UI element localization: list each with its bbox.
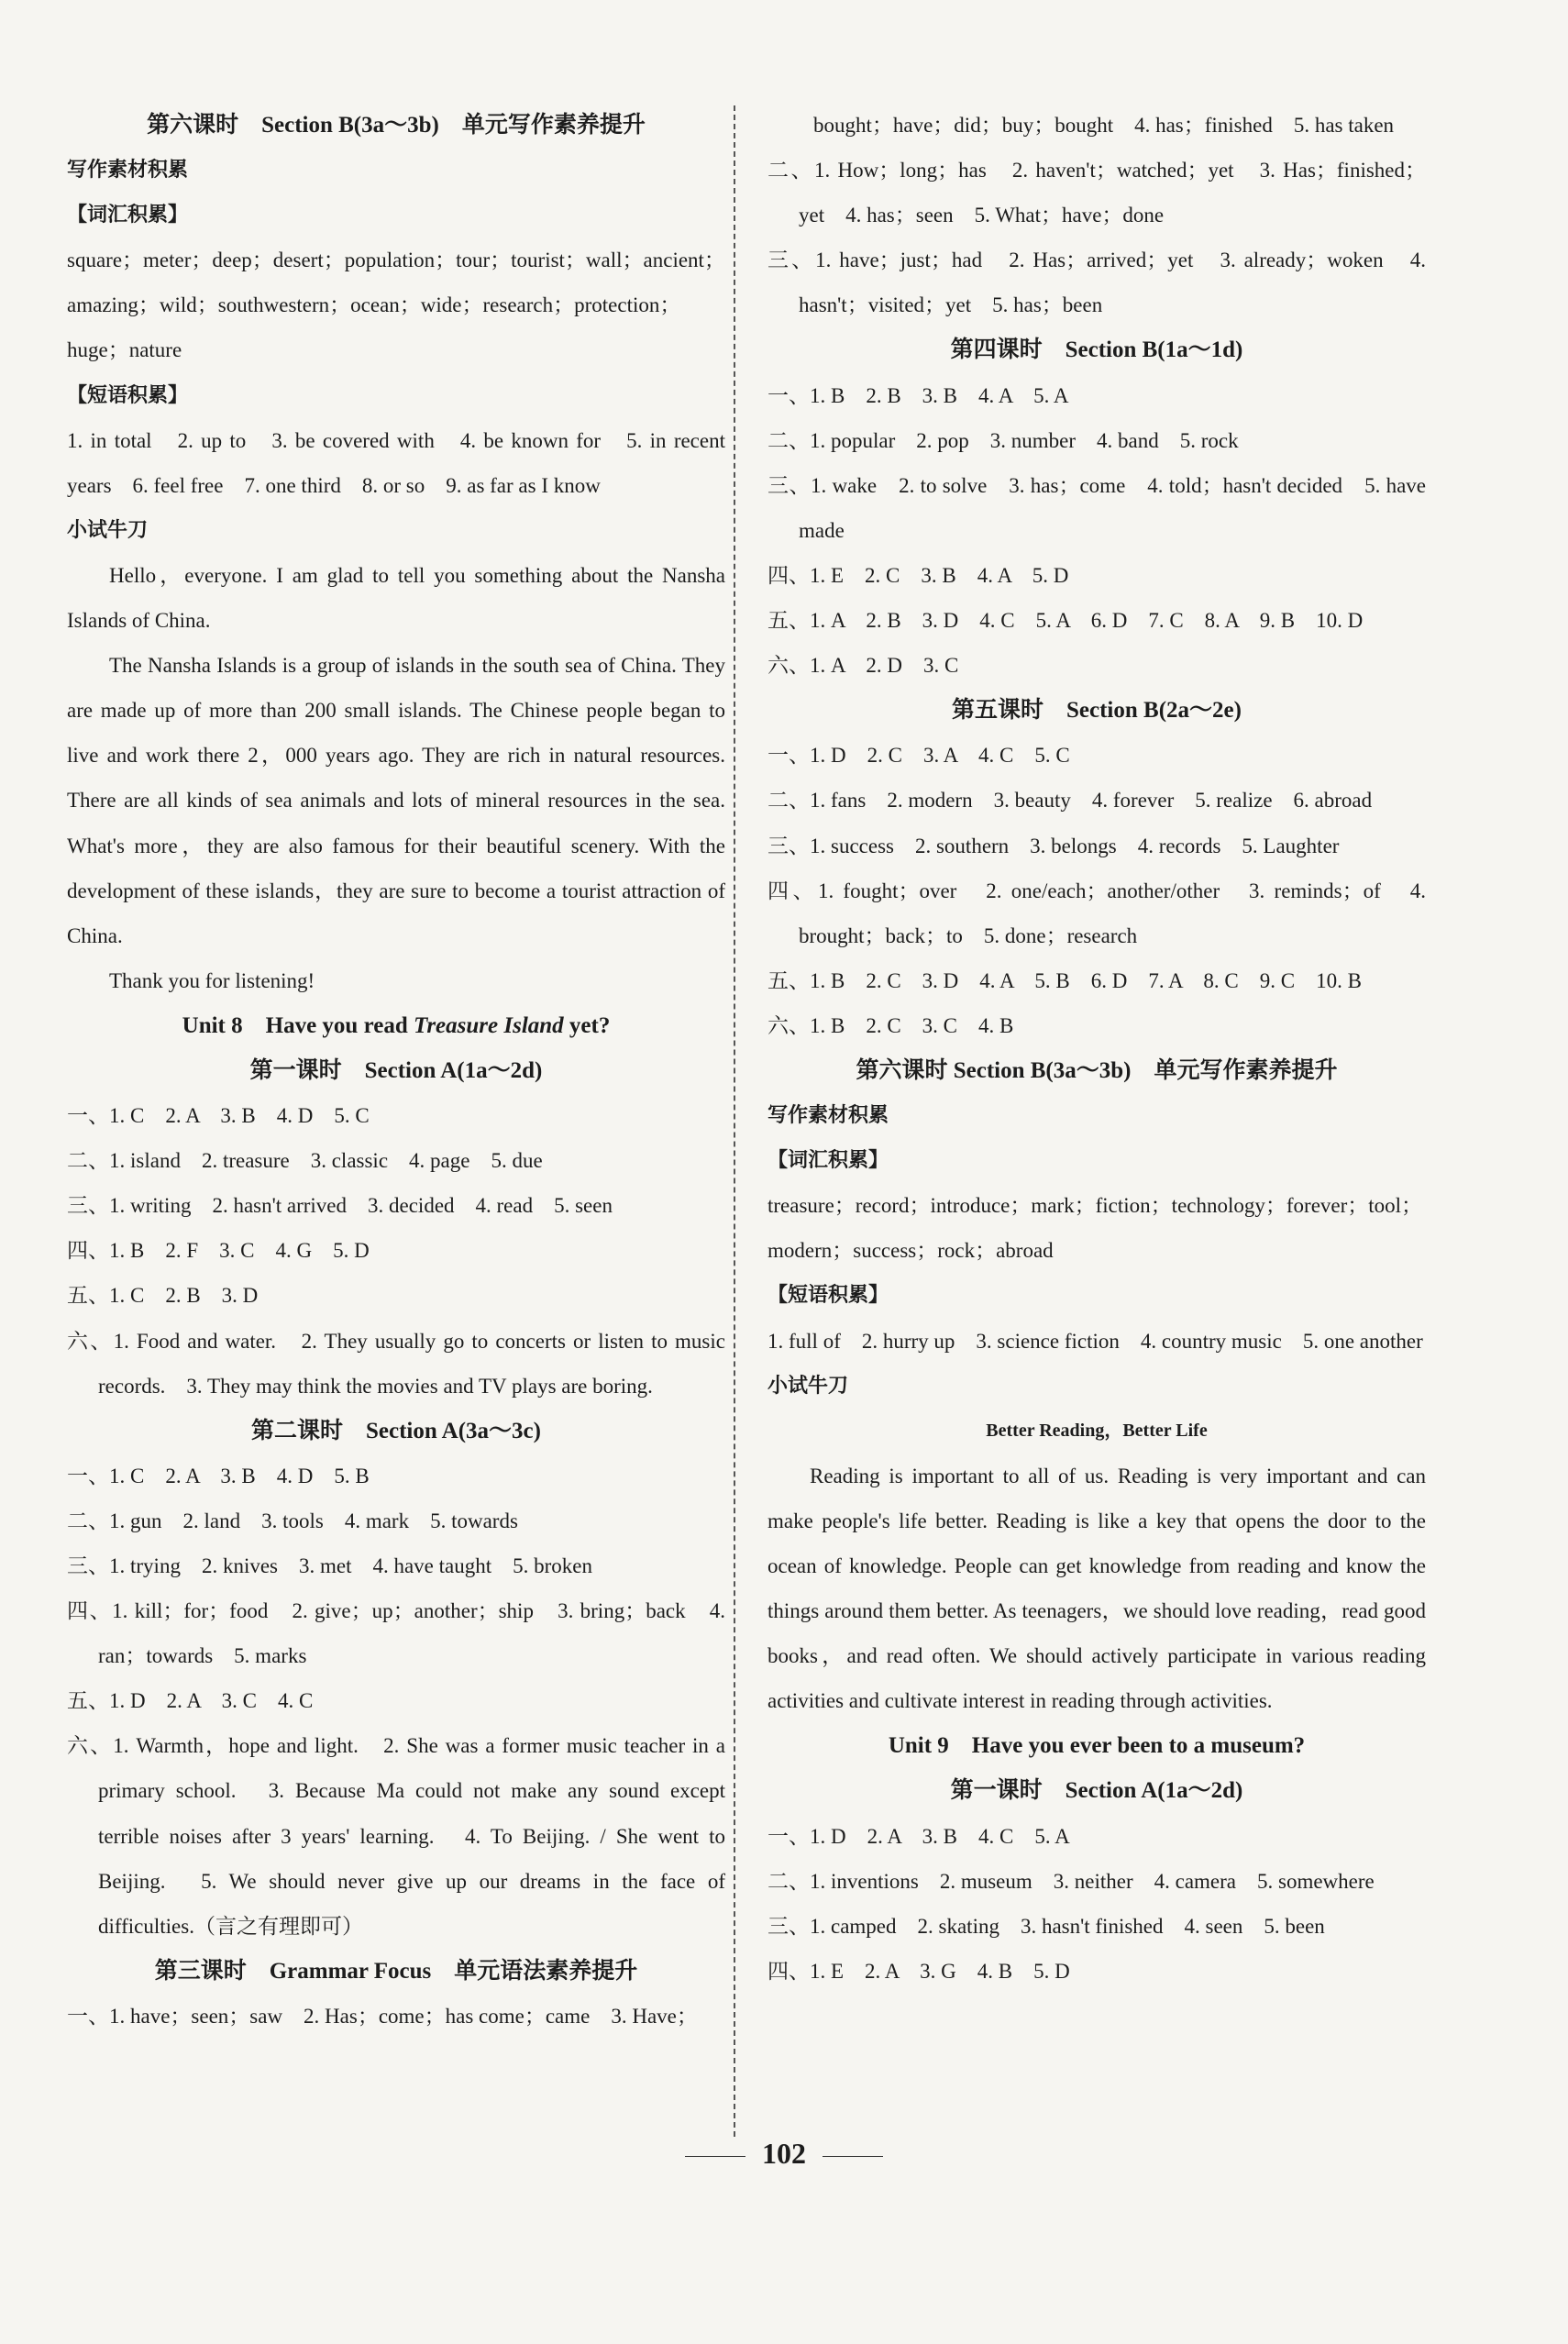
page-footer (0, 2137, 1568, 2171)
answer-line: 六、1. Warmth，hope and light. 2. She was a former music teacher in a primary school. 3. Because Ma could not make any sound except terrible noises after 3 years' learning. 4. To Beijing. / She went to Beijing. 5. We should never give up our dreams in the face of difficulties.（言之有理即可） (67, 1734, 725, 1938)
answer-line: 一、1. C 2. A 3. B 4. D 5. B (67, 1464, 370, 1487)
answer-line: 三、1. wake 2. to solve 3. has；come 4. told；hasn't decided 5. have made (767, 473, 1426, 542)
answer-line: 二、1. inventions 2. museum 3. neither 4. camera 5. somewhere (767, 1869, 1375, 1893)
answer-line: 四、1. E 2. A 3. G 4. B 5. D (767, 1959, 1070, 1983)
answer-line: 三、1. trying 2. knives 3. met 4. have taught 5. broken (67, 1554, 593, 1577)
answer-line: 六、1. Food and water. 2. They usually go to concerts or listen to music records. 3. They may think the movies and TV plays are boring. (67, 1329, 725, 1398)
lesson-title: 第一课时 Section A(1a～2d) (249, 1057, 543, 1083)
answer-line: 三、1. writing 2. hasn't arrived 3. decided 4. read 5. seen (67, 1194, 613, 1218)
section-heading: 第六课时 Section B(3a～3b) 单元写作素养提升 (147, 113, 646, 138)
lesson-title: 第四课时 Section B(1a～1d) (950, 337, 1243, 363)
answer-line: 五、1. A 2. B 3. D 4. C 5. A 6. D 7. C 8. A 9. B 10. D (767, 609, 1364, 633)
answer-line: 四、1. fought；over 2. one/each；another/other 3. reminds；of 4. brought；back；to 5. done；research (767, 879, 1426, 947)
essay-paragraph: Thank you for listening! (109, 968, 315, 992)
sample-essay: Reading is important to all of us. Reading is very important and can make people's life better. Reading is like a key that opens the door to the ocean of knowledge. People can get knowledge from reading and know the things around them better. As teenagers，we should love reading，read good books，and read often. We should actively participate in various reading activities and cultivate interest in reading through activities. (767, 1464, 1426, 1713)
left-column (67, 103, 725, 2039)
answer-line: 一、1. C 2. A 3. B 4. D 5. C (67, 1104, 370, 1128)
column-divider (734, 105, 735, 2137)
answer-line: 二、1. gun 2. land 3. tools 4. mark 5. towards (67, 1509, 518, 1532)
unit-title-part: Unit 8 Have you read (182, 1012, 414, 1038)
unit-title-part: yet? (563, 1012, 611, 1038)
phrase-text: 1. full of 2. hurry up 3. science fiction 4. country music 5. one another (767, 1329, 1423, 1353)
answer-line: 四、1. E 2. C 3. B 4. A 5. D (767, 563, 1069, 587)
lesson-title: 第一课时 Section A(1a～2d) (950, 1778, 1243, 1804)
answer-line: bought；have；did；buy；bought 4. has；finished 5. has taken (813, 114, 1395, 137)
answer-line: 二、1. popular 2. pop 3. number 4. band 5. rock (767, 428, 1239, 452)
footer-rule (685, 2156, 745, 2157)
vocab-text: square；meter；deep；desert；population；tour；tourist；wall；ancient；amazing；wild；southwestern；ocean；wide；research；protection；huge；nature (67, 249, 725, 362)
answer-line: 三、1. camped 2. skating 3. hasn't finished 4. seen 5. been (767, 1914, 1325, 1938)
lesson-title: 第五课时 Section B(2a～2e) (952, 698, 1242, 724)
answer-line: 四、1. B 2. F 3. C 4. G 5. D (67, 1239, 370, 1263)
answer-line: 三、1. success 2. southern 3. belongs 4. records 5. Laughter (767, 834, 1340, 857)
answer-line: 一、1. have；seen；saw 2. Has；come；has come；came 3. Have； (67, 2004, 698, 2028)
answer-line: 二、1. fans 2. modern 3. beauty 4. forever 5. realize 6. abroad (767, 789, 1373, 813)
answer-line: 四、1. kill；for；food 2. give；up；another；ship 3. bring；back 4. ran；towards 5. marks (67, 1599, 725, 1668)
phrase-text: 1. in total 2. up to 3. be covered with 4. be known for 5. in recent years 6. feel free 7. one third 8. or so 9. as far as I know (67, 428, 725, 497)
phrase-label: 【短语积累】 (67, 383, 189, 407)
answer-line: 五、1. B 2. C 3. D 4. A 5. B 6. D 7. A 8. C 9. C 10. B (767, 968, 1362, 992)
answer-line: 六、1. A 2. D 3. C (767, 654, 959, 678)
lesson-title: 第二课时 Section A(3a～3c) (251, 1418, 541, 1443)
vocab-label: 【词汇积累】 (67, 204, 189, 227)
answer-line: 六、1. B 2. C 3. C 4. B (767, 1013, 1014, 1037)
vocab-label: 【词汇积累】 (767, 1149, 889, 1173)
answer-line: 二、1. How；long；has 2. haven't；watched；yet 3. Has；finished；yet 4. has；seen 5. What；have；done (767, 159, 1426, 227)
page-number: 102 (762, 2137, 806, 2170)
essay-paragraph: The Nansha Islands is a group of islands in the south sea of China. They are made up of more than 200 small islands. The Chinese people began to live and work there 2，000 years ago. They are rich in natural resources. There are all kinds of sea animals and lots of mineral resources in the sea. What's more，they are also famous for their beautiful scenery. With the development of these islands，they are sure to become a tourist attraction of China. (67, 654, 725, 947)
vocab-text: treasure；record；introduce；mark；fiction；technology；forever；tool；modern；success；rock；abroad (767, 1194, 1423, 1263)
answer-line: 一、1. B 2. B 3. B 4. A 5. A (767, 383, 1069, 407)
subheading: 写作素材积累 (67, 159, 189, 182)
unit-title (67, 1003, 725, 1048)
essay-title: Better Reading，Better Life (986, 1420, 1208, 1441)
sample-essay (67, 553, 725, 1003)
unit-title: Unit 9 Have you ever been to a museum? (888, 1733, 1306, 1759)
try-label: 小试牛刀 (67, 518, 149, 542)
lesson-title: 第三课时 Grammar Focus 单元语法素养提升 (154, 1958, 638, 1984)
section-heading: 第六课时 Section B(3a～3b) 单元写作素养提升 (856, 1057, 1338, 1083)
subheading: 写作素材积累 (767, 1104, 889, 1128)
footer-rule (823, 2156, 883, 2157)
answer-line: 一、1. D 2. C 3. A 4. C 5. C (767, 744, 1070, 768)
right-column (767, 103, 1426, 1994)
answer-line: 五、1. C 2. B 3. D (67, 1284, 259, 1308)
answer-line: 一、1. D 2. A 3. B 4. C 5. A (767, 1824, 1070, 1848)
essay-paragraph: Hello，everyone. I am glad to tell you something about the Nansha Islands of China. (67, 563, 725, 633)
book-title: Treasure Island (413, 1012, 564, 1038)
answer-line: 三、1. have；just；had 2. Has；arrived；yet 3. already；woken 4. hasn't；visited；yet 5. has；been (767, 249, 1426, 317)
phrase-label: 【短语积累】 (767, 1284, 889, 1308)
answer-line: 二、1. island 2. treasure 3. classic 4. page 5. due (67, 1149, 543, 1173)
answer-line: 五、1. D 2. A 3. C 4. C (67, 1689, 314, 1713)
try-label: 小试牛刀 (767, 1374, 849, 1398)
